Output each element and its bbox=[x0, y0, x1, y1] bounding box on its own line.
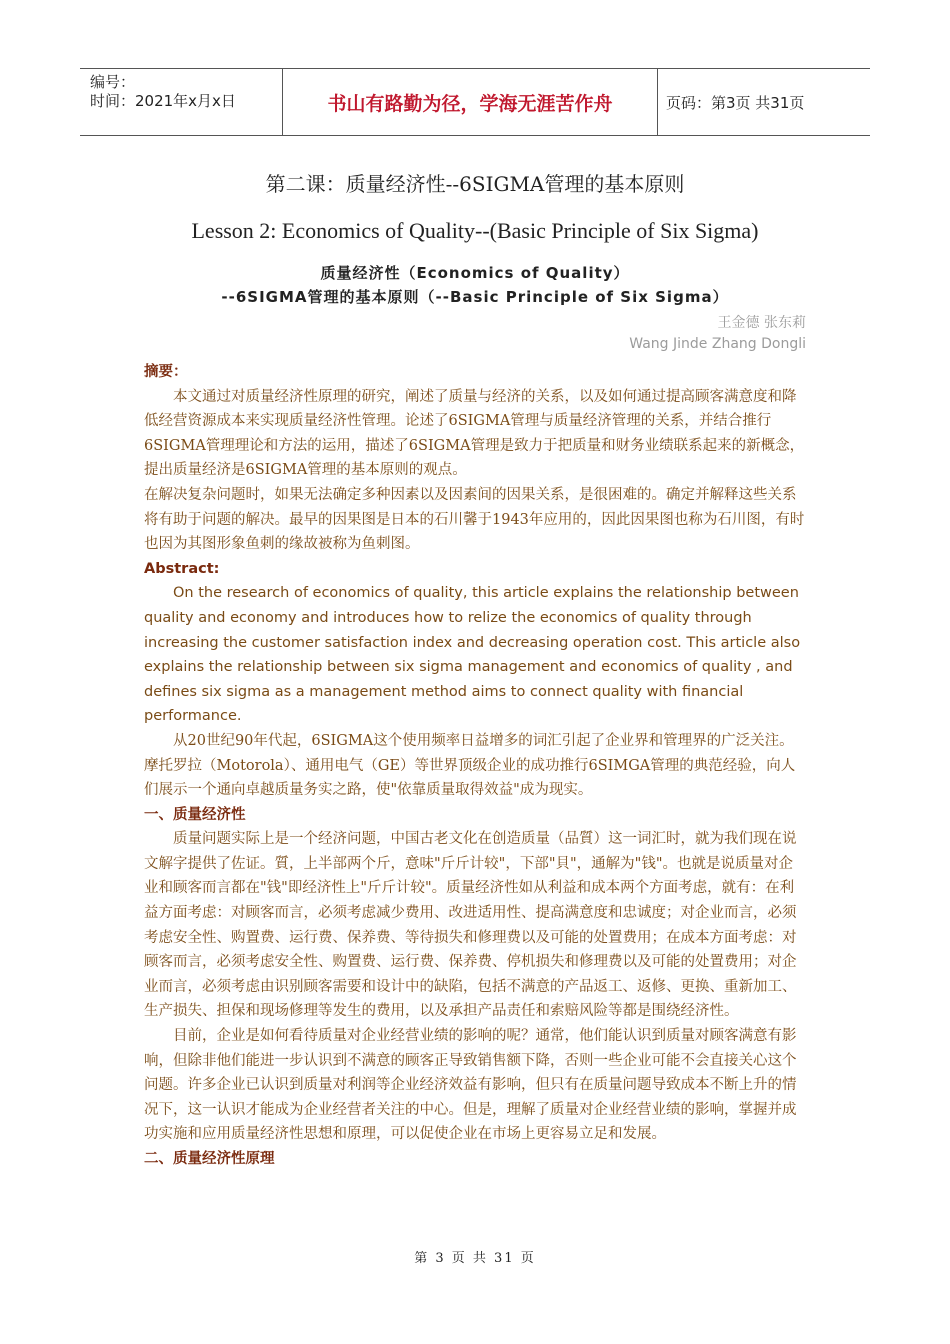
document-body bbox=[144, 360, 806, 1172]
section-1-paragraph-1: 质量问题实际上是一个经济问题，中国古老文化在创造质量（品質）这一词汇时，就为我们现在说文解字提供了佐证。質，上半部两个斤，意味"斤斤计较"，下部"貝"，通解为"钱"。也就是说质量对企业和顾客而言都在"钱"即经济性上"斤斤计较"。质量经济性如从利益和成本两个方面考虑，就有：在利益方面考虑：对顾客而言，必须考虑减少费用、改进适用性、提高满意度和忠诚度；对企业而言，必须考虑安全性、购置费、运行费、保养费、等待损失和修理费以及可能的处置费用；在成本方面考虑：对顾客而言，必须考虑安全性、购置费、运行费、保养费、停机损失和修理费以及可能的处置费用；对企业而言，必须考虑由识别顾客需要和设计中的缺陷，包括不满意的产品返工、返修、更换、重新加工、生产损失、担保和现场修理等发生的费用，以及承担产品责任和索赔风险等都是围绕经济性。 bbox=[144, 831, 797, 1020]
abstract-cn-paragraph-1: 本文通过对质量经济性原理的研究，阐述了质量与经济的关系，以及如何通过提高顾客满意度和降低经营资源成本来实现质量经济性管理。论述了6SIGMA管理与质量经济管理的关系，并结合推行6SIGMA管理理论和方法的运用，描述了6SIGMA管理是致力于把质量和财务业绩联系起来的新概念，提出质量经济是6SIGMA管理的基本原则的观点。 bbox=[144, 388, 805, 479]
intro-paragraph: 从20世纪90年代起，6SIGMA这个使用频率日益增多的词汇引起了企业界和管理界的广泛关注。摩托罗拉（Motorola）、通用电气（GE）等世界顶级企业的成功推行6SIMGA管理的典范经验，向人们展示一个通向卓越质量务实之路，使"依靠质量取得效益"成为现实。 bbox=[144, 732, 796, 799]
header-motto: 书山有路勤为径，学海无涯苦作舟 bbox=[282, 69, 658, 135]
abstract-cn-paragraph-2: 在解决复杂问题时，如果无法确定多种因素以及因素间的因果关系，是很困难的。确定并解释这些关系将有助于问题的解决。最早的因果图是日本的石川馨于1943年应用的，因此因果图也称为石川图，有时也因为其图形象鱼刺的缘故被称为鱼刺图。 bbox=[144, 486, 805, 553]
number-label: 编号： bbox=[90, 73, 136, 91]
page-footer: 第 3 页 共 31 页 bbox=[414, 1251, 536, 1266]
header-page-code: 页码：第3页 共31页 bbox=[666, 93, 805, 112]
authors-english: Wang Jinde Zhang Dongli bbox=[629, 336, 806, 352]
page-header bbox=[80, 68, 870, 136]
abstract-en-paragraph: On the research of economics of quality, this article explains the relationship between quality and economy and introduces how to relize the economics of quality through increasing the customer satisfaction index and decreasing operation cost. This article also explains the relationship between six sigma management and economics of quality , and defines six sigma as a management method aims to connect quality with financial performance. bbox=[144, 585, 801, 725]
title-chinese: 第二课：质量经济性--6SIGMA管理的基本原则 bbox=[265, 172, 685, 196]
subtitle-2: --6SIGMA管理的基本原则（--Basic Principle of Six Sigma） bbox=[221, 288, 729, 306]
section-1-heading: 一、质量经济性 bbox=[144, 805, 246, 823]
title-english: Lesson 2: Economics of Quality--(Basic Principle of Six Sigma) bbox=[191, 218, 759, 243]
abstract-cn-heading: 摘要： bbox=[144, 363, 188, 380]
section-2-heading: 二、质量经济性原理 bbox=[144, 1150, 275, 1167]
authors-chinese: 王金德 张东莉 bbox=[717, 315, 806, 331]
section-1-paragraph-2: 目前，企业是如何看待质量对企业经营业绩的影响的呢？通常，他们能认识到质量对顾客满意有影响，但除非他们能进一步认识到不满意的顾客正导致销售额下降，否则一些企业可能不会直接关心这个问题。许多企业已认识到质量对利润等企业经济效益有影响，但只有在质量问题导致成本不断上升的情况下，这一认识才能成为企业经营者关注的中心。但是，理解了质量对企业经营业绩的影响，掌握并成功实施和应用质量经济性思想和原理，可以促使企业在市场上更容易立足和发展。 bbox=[144, 1028, 797, 1143]
subtitle-1: 质量经济性（Economics of Quality） bbox=[320, 264, 630, 282]
date-label: 时间：2021年x月x日 bbox=[90, 92, 236, 110]
abstract-en-heading: Abstract: bbox=[144, 560, 220, 577]
header-left-cell bbox=[80, 69, 282, 135]
